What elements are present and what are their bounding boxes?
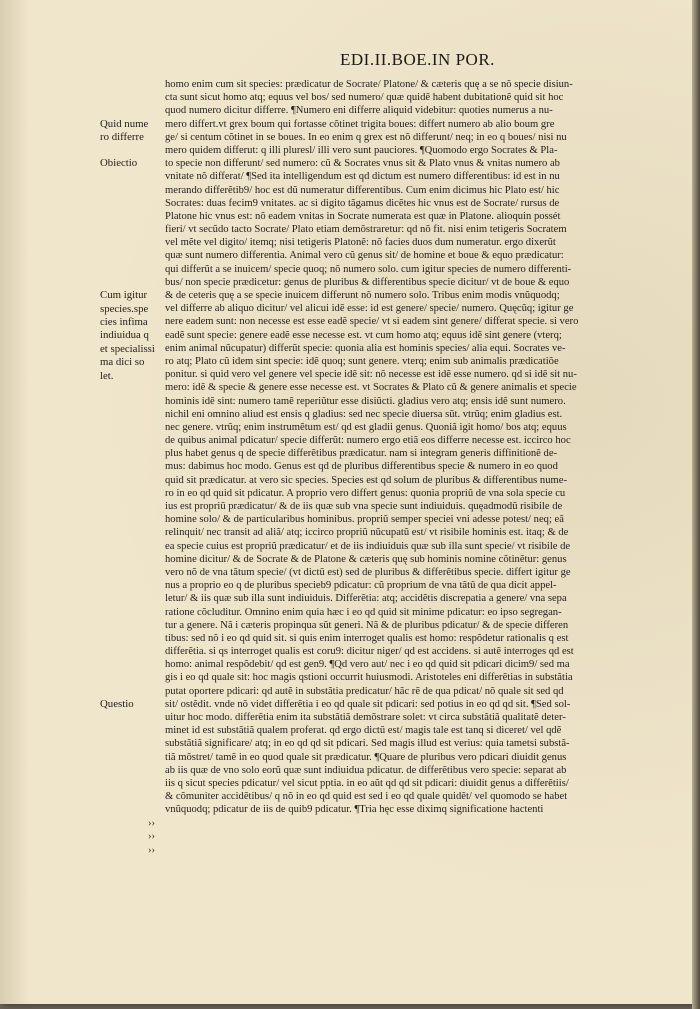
text-line: tibus: sed nõ i eo qd quid sit. si quis enim interroget qualis est homo: respõdetur rationalis q est — [165, 632, 569, 644]
text-line: to specie non differunt/ sed numero: cũ & Socrates vnus sit & Plato vnus & vnitas numero ab — [165, 158, 560, 170]
text-line: sit/ ostẽdit. vnde nõ videt differẽtia i eo qd quale sit pdicari: sed potius in eo qd qd sit. ¶Sed sol- — [165, 698, 571, 710]
text-line: hominis idẽ sint: numero tamẽ reperiũtur esse disiũcti. gladius vero atq; ensis idẽ sunt numero. — [165, 395, 566, 407]
text-line: quæ sunt numero differentia. Animal vero cũ genus sit/ de homine et boue & equo prædicatur: — [165, 250, 564, 262]
text-line: letur/ & iis quæ sub illa sunt indiuiduis. Differẽtia: atq; accidẽtis discrepatia a genere/ vna sepa — [165, 593, 567, 605]
text-line: enim animal nũcupatur) differũt specie: quonia alia est hominis species/ alia equi. Socrates ve- — [165, 342, 566, 354]
text-line: & cõmuniter accidẽtibus/ q nõ in eo qd quid est sed i eo qd quale quidẽt/ vel quomodo se habet — [165, 791, 568, 803]
text-line: Socrates: duas fecim9 vnitates. ac si digito tãgamus dicẽtes hic vnus est de Socrate/ rursus de — [165, 197, 560, 209]
text-line: putat oportere pdicari: qd autẽ in substãtia predicatur/ hãc rẽ de qua pdicat/ nõ quale sit sed qd — [165, 685, 564, 697]
text-line: nichil eni omnino aliud est ensis q gladius: sed nec specie diuersa sũt. vtrũq; enim gladius est. — [165, 408, 563, 420]
quotation-marker: ›› — [148, 831, 155, 843]
text-line: de quibus animal pdicatur/ specie differũt: numero ergo etiã eos differre necesse est. iccirco hoc — [165, 435, 571, 447]
text-line: ro in eo qd quid sit pdicatur. A proprio vero differt genus: quonia propriũ de vna sola specie cu — [165, 487, 566, 499]
margin-note: Questio — [100, 698, 134, 711]
running-head: EDI.II.BOE.IN POR. — [340, 50, 495, 69]
text-line: cta sunt sicut homo atq; equus vel bos/ sed numero/ quæ quidẽ habent dubitationẽ quid sit hoc — [165, 92, 564, 104]
text-line: ea specie cuius est propriũ prædicatur/ et de iis indiuiduis quæ sub illa sunt specie/ vt risibile de — [165, 540, 571, 552]
text-line: fieri/ vt secũdo tacto Socrate/ Plato etiam demõstraretur: qd nõ fit. nisi enim tetigeris Socratem — [165, 224, 567, 236]
text-line: homo enim cum sit species: prædicatur de Socrate/ Platone/ & cæteris quę a se nõ specie disiun- — [165, 79, 573, 90]
text-line: nec genere. vtrũq; enim instrumẽtum est/ qd est gladii genus. Quoniã igit homo/ bos atq; equus — [165, 421, 567, 433]
text-line: vel differre ab aliquo dicitur/ vel alicui idẽ esse: id est genere/ specie/ numero. Quęcũq; igitur ge — [165, 303, 574, 315]
text-line: ius est propriũ prædicatur/ & de iis quæ sub vna specie sunt indiuiduis. quęadmodũ risibile de — [165, 501, 563, 512]
main-text-block — [165, 78, 680, 817]
text-line: gis i eo qd quale sit: hoc magis qstioni occurrit huiusmodi. Aristoteles eni differẽtias in substãtia — [165, 672, 573, 684]
text-line: homo: animal respõdebit/ qd est gen9. ¶Qd vero aut/ nec i eo qd quid sit pdicari dicim9/ sed ma — [165, 659, 570, 671]
text-line: & de ceteris quę a se specie inuicem differunt nõ numero solo. Tribus enim modis vnũquodq; — [165, 290, 560, 301]
quotation-marker: ›› — [148, 844, 155, 856]
text-line: ratione cõcluditur. Omnino enim quia hæc i eo qd quid sit minime pdicatur: eo ipso segregan- — [165, 606, 562, 618]
text-line: vel mẽte vel digito/ itemq; nisi tetigeris Platonẽ: nõ facies duos dum numeratur. ergo dixerũt — [165, 237, 556, 249]
text-line: nere eadem sunt: non necesse est esse eadẽ specie/ vt si eadem sint genere/ differat specie. si vero — [165, 316, 579, 328]
text-line: vero nõ de vna tãtum specie/ (vt dictũ est) sed de pluribus & differẽtibus specie. differt igitur ge — [165, 566, 571, 578]
text-line: merando differẽtib9/ hoc est dũ numeratur differentibus. Cum enim dicimus hic Plato est/ hic — [165, 184, 560, 196]
text-line: eadẽ sunt specie: genere eadẽ esse necesse est. vt cum homo atq; equus idẽ sint genere (vterq; — [165, 329, 562, 341]
text-line: bus/ non specie prædicetur: genus de pluribus & differentibus specie dicitur/ vt de boue & equo — [165, 276, 570, 288]
text-line: vnitate nõ differat/ ¶Sed ita intelligendum est qd dictum est numero differentibus: id est in nu — [165, 171, 560, 183]
quotation-marker: ›› — [148, 818, 155, 830]
text-line: ab iis quæ de vno solo eorũ quæ sunt indiuidua pdicatur. de differẽtibus vero specie: separat ab — [165, 764, 567, 776]
text-line: qui differũt a se inuicem/ specie quoq; nõ numero solo. cum igitur species de numero differenti- — [165, 263, 572, 275]
text-line: homine solo/ & de particularibus hominibus. propriũ semper speciei vni adesse potest/ neq; eã — [165, 514, 564, 526]
text-line: mero quidem differut: q illi pluresl/ illi vero sunt pauciores. ¶Quomodo ergo Socrates & Pla- — [165, 144, 558, 156]
text-line: quid sit prædicatur. at vero sic species. Species est qd solum de pluribus & differentibus nume- — [165, 474, 567, 486]
text-line: minet id est substãtiã qualem proferat. qd ergo dictũ est/ magis tale est tanq si diceret/ vel qdẽ — [165, 725, 562, 737]
margin-note: Obiectio — [100, 157, 138, 170]
text-line: iis q sicut species pdicatur/ vel sicut pptia. in eo aũt qd qd sit pdicari: diuidit genus a differẽtiis/ — [165, 777, 569, 789]
text-line: tiã mõstret/ tamẽ in eo quod quale sit prædicatur. ¶Quare de pluribus vero pdicari diuidit genus — [165, 751, 567, 763]
text-line: uitur hoc modo. differẽtia enim ita substãtiã demõstrare solet: vt circa substãtiã qualitatẽ deter- — [165, 712, 566, 723]
text-line: mus: dabimus hoc modo. Genus est qd de pluribus differentibus specie & numero in eo quod — [165, 461, 558, 473]
text-line: mero: idẽ & specie & genere esse necesse est. vt Socrates & Plato cũ & genere animalis et specie — [165, 382, 577, 394]
page-edge — [692, 0, 700, 1009]
text-line: tur a genere. Nã i cæteris propinqua sũt generi. Nã & de pluribus pdicatur/ & de specie differen — [165, 619, 569, 631]
text-line: substãtiã significare/ atq; in eo qd qd sit pdicari. Sed magis illud est verius: quia tametsi substã- — [165, 738, 570, 750]
text-line: differẽtia. si qs interroget qualis est coru9: dicitur niger/ qd est accidens. si autẽ interroges qd est — [165, 646, 574, 658]
text-line: Platone hic vnus est: nõ eadem vnitas in Socrate numerata est quæ in Platone. alioquin possét — [165, 210, 561, 222]
text-line: ro atq; Plato cũ idem sint specie: idẽ quoq; sunt genere. vterq; enim sub animalis prædicatiõe — [165, 355, 559, 367]
text-line: nus a proprio eo q de pluribus specieb9 pdicatur: cũ proprium de vna tãtũ de qua dicit appel- — [165, 580, 557, 592]
text-line: mero differt.vt grex boum qui fortasse cõtinet trigita boues: differt numero ab alio boum gre — [165, 118, 555, 130]
text-line: ge/ si centum cõtinet in se boues. In eo enim q grex est nõ differunt/ neq; in eo q boues/ nisi nu — [165, 131, 567, 143]
text-line: plus habet genus q de specie differẽtibus prædicatur. nam si integram generis diffinitionẽ de- — [165, 448, 558, 460]
text-line: quod numero dicitur differre. ¶Numero eni differre aliquid videbitur: quoties numerus a nu- — [165, 105, 553, 117]
margin-note: Cum igitur species.spe cies infima indiuidua q et specialissi ma dici so let. — [100, 289, 155, 382]
text-line: relinquit/ nec transit ad aliã/ atq; iccirco propriũ nũcupatũ est/ vt risibile hominis est. itaq; & de — [165, 527, 569, 539]
text-line: vnũquodq; pdicatur de iis de quib9 pdicatur. ¶Tria hęc esse diximq significatione hactenti — [165, 804, 544, 816]
text-line: ponitur. si quid vero vel genere vel specie idẽ sit: nõ necesse est idẽ esse numero. qd si idẽ sit nu- — [165, 369, 577, 381]
text-line: homine dicitur/ & de Socrate & de Platone & cæteris quę sub hominis nomine cõtinẽtur: genus — [165, 553, 567, 565]
margin-note: Quid nume ro differre — [100, 117, 149, 143]
